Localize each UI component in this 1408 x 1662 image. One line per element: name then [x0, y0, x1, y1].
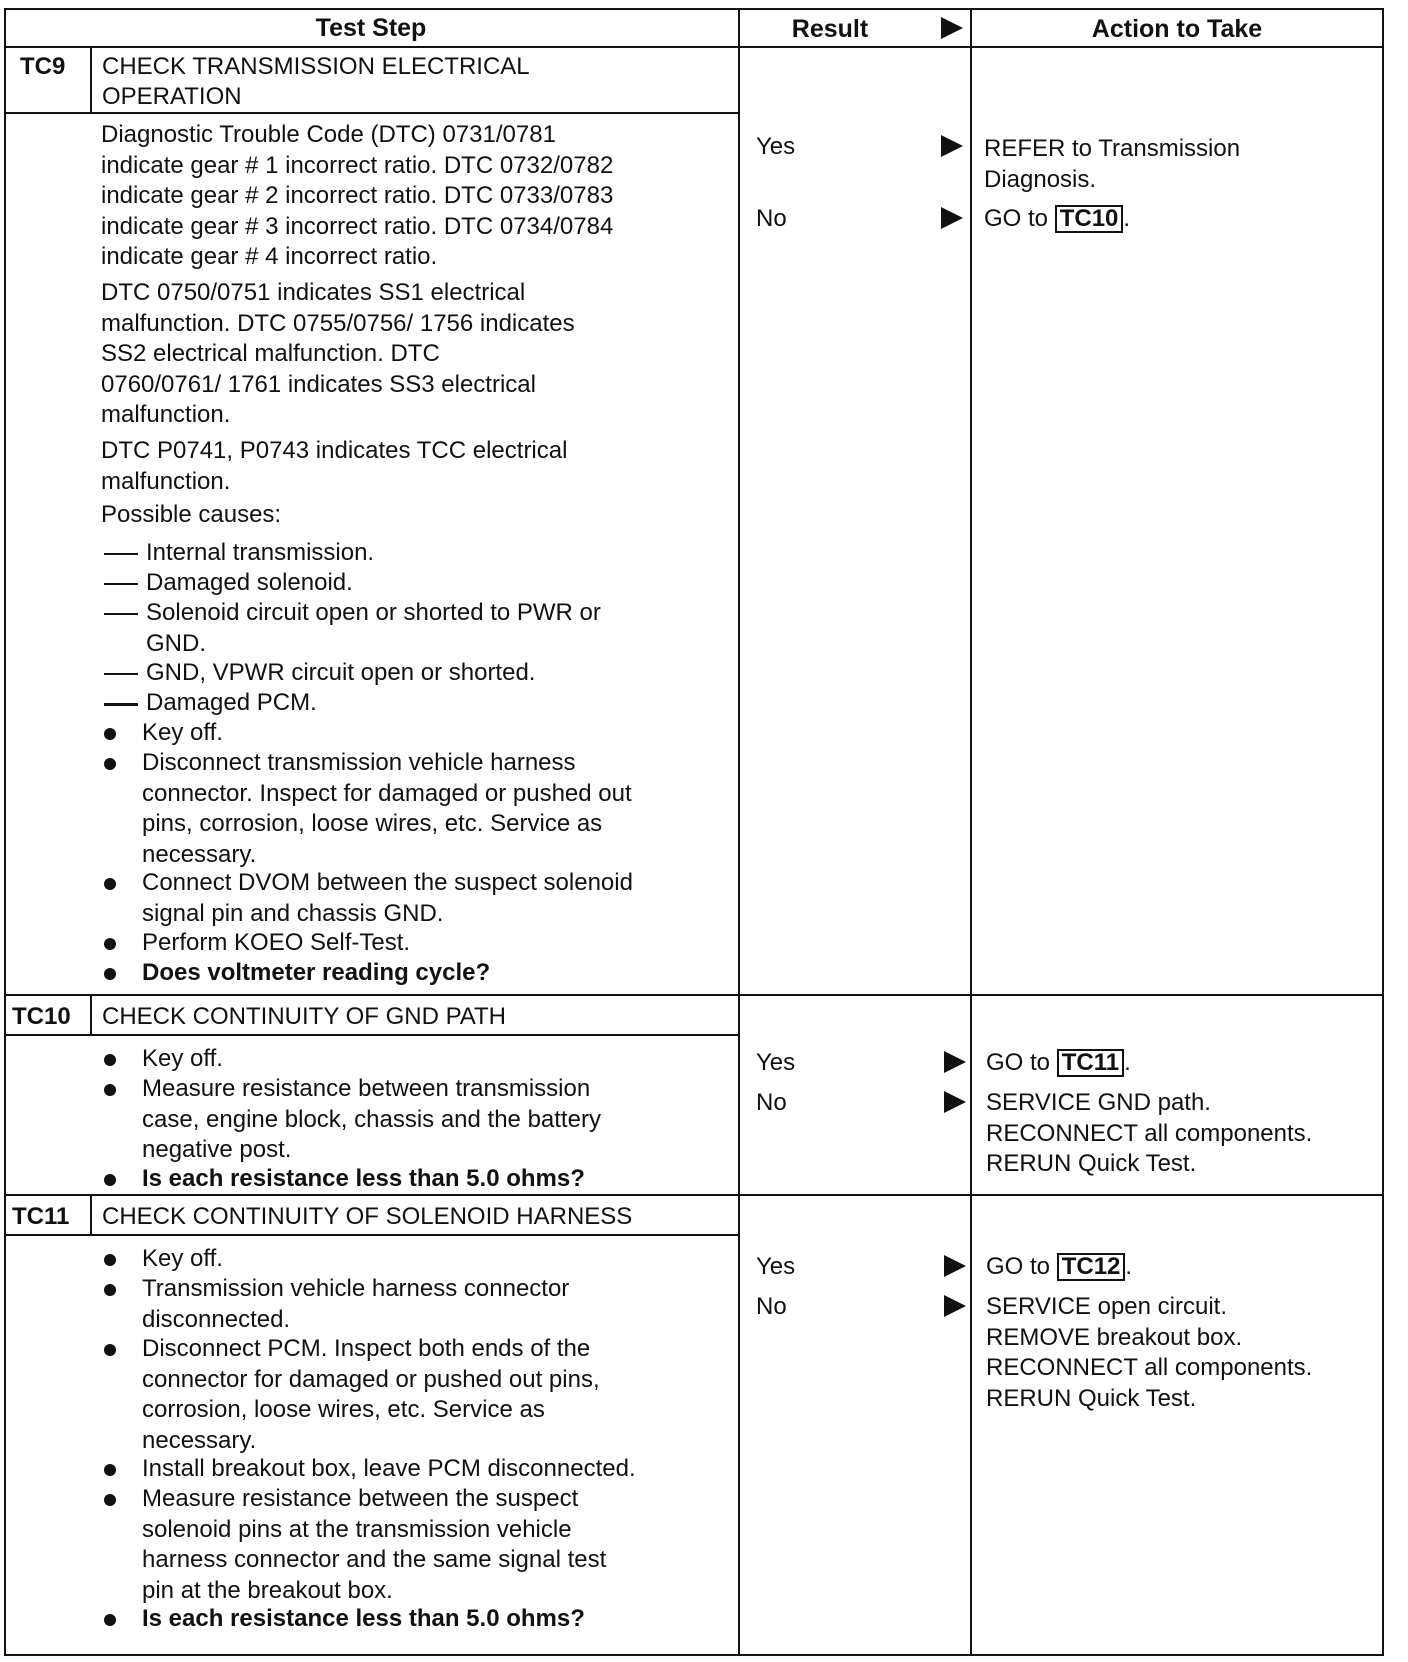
- step-item: Disconnect transmission vehicle harness connector. Inspect for damaged or pushed out pins, corrosion, loose wires, etc. Service as necessary.: [142, 749, 632, 868]
- tc9-question: Does voltmeter reading cycle?: [142, 959, 491, 986]
- tc10-reference-link[interactable]: TC10: [1055, 205, 1124, 233]
- bullet-icon: [104, 1464, 116, 1476]
- tc10-no-action: SERVICE GND path. RECONNECT all components. RERUN Quick Test.: [986, 1089, 1313, 1177]
- bullet-icon: [104, 1614, 116, 1626]
- dash-icon: [104, 613, 138, 615]
- tc11-result-yes: Yes: [756, 1253, 796, 1280]
- tc9-dtc-paragraph-1: Diagnostic Trouble Code (DTC) 0731/0781 indicate gear # 1 incorrect ratio. DTC 0732/0782 indicate gear # 2 incorrect ratio. DTC 0733/0783 indicate gear # 3 incorrect ratio. DTC 0734/0784 indicate gear # 4 incorrect ratio.: [101, 121, 614, 270]
- bullet-icon: [104, 1174, 116, 1186]
- bullet-icon: [104, 728, 116, 740]
- bullet-icon: [104, 1494, 116, 1506]
- diagnostic-table: [4, 8, 1384, 1656]
- bullet-icon: [104, 1084, 116, 1096]
- step-item: Disconnect PCM. Inspect both ends of the connector for damaged or pushed out pins, corrosion, loose wires, etc. Service as necessary.: [142, 1335, 600, 1454]
- step-item: Measure resistance between transmission case, engine block, chassis and the battery negative post.: [142, 1075, 601, 1163]
- tc10-yes-action: GO to TC11 .: [986, 1049, 1131, 1076]
- tc10-id-divider: [90, 996, 92, 1034]
- tc10-question: Is each resistance less than 5.0 ohms?: [142, 1165, 585, 1192]
- step-item: Perform KOEO Self-Test.: [142, 929, 411, 956]
- header-result: Result: [791, 15, 869, 43]
- column-divider-step-result: [738, 8, 740, 1656]
- tc9-causes-label: Possible causes:: [101, 501, 282, 528]
- arrow-icon: [944, 1295, 966, 1317]
- tc9-id: TC9: [20, 53, 66, 80]
- arrow-icon: [944, 1091, 966, 1113]
- cause-item: GND, VPWR circuit open or shorted.: [146, 659, 536, 686]
- table-right-border: [1382, 8, 1384, 1656]
- table-left-border: [4, 8, 6, 1656]
- bullet-icon: [104, 1054, 116, 1066]
- tc9-dtc-paragraph-2: DTC 0750/0751 indicates SS1 electrical malfunction. DTC 0755/0756/ 1756 indicates SS2 electrical malfunction. DTC 0760/0761/ 1761 indicates SS3 electrical malfunction.: [101, 279, 575, 428]
- cause-item: Solenoid circuit open or shorted to PWR or GND.: [146, 599, 601, 657]
- tc11-id-divider: [90, 1196, 92, 1234]
- bullet-icon: [104, 1284, 116, 1296]
- tc11-yes-action: GO to TC12 .: [986, 1253, 1133, 1280]
- step-item: Key off.: [142, 719, 223, 746]
- tc9-title-line-1: CHECK TRANSMISSION ELECTRICAL: [102, 53, 530, 80]
- dash-icon: [104, 673, 138, 675]
- arrow-icon: [941, 207, 963, 229]
- header-bottom-border: [4, 46, 1384, 48]
- dash-icon: [104, 583, 138, 585]
- tc10-result-yes: Yes: [756, 1049, 796, 1076]
- bullet-icon: [104, 758, 116, 770]
- step-item: Connect DVOM between the suspect solenoid signal pin and chassis GND.: [142, 869, 633, 927]
- bullet-icon: [104, 1254, 116, 1266]
- column-divider-result-action: [970, 8, 972, 1656]
- tc10-id: TC10: [12, 1003, 71, 1030]
- table-top-border: [4, 8, 1384, 10]
- tc11-no-action: SERVICE open circuit. REMOVE breakout box. RECONNECT all components. RERUN Quick Test.: [986, 1293, 1313, 1412]
- step-item: Key off.: [142, 1045, 223, 1072]
- tc9-yes-action: REFER to Transmission Diagnosis.: [984, 135, 1241, 193]
- dash-icon: [104, 553, 138, 555]
- tc10-result-no: No: [756, 1089, 787, 1116]
- table-bottom-border: [4, 1654, 1384, 1656]
- tc9-id-divider: [90, 48, 92, 112]
- tc11-result-no: No: [756, 1293, 787, 1320]
- tc11-question: Is each resistance less than 5.0 ohms?: [142, 1605, 585, 1632]
- tc10-title: CHECK CONTINUITY OF GND PATH: [102, 1003, 507, 1030]
- bullet-icon: [104, 1344, 116, 1356]
- tc12-reference-link[interactable]: TC12: [1057, 1253, 1126, 1281]
- bullet-icon: [104, 878, 116, 890]
- bullet-icon: [104, 938, 116, 950]
- arrow-icon: [941, 135, 963, 157]
- tc11-reference-link[interactable]: TC11: [1057, 1049, 1124, 1077]
- header-action: Action to Take: [1091, 15, 1263, 43]
- step-item: Measure resistance between the suspect solenoid pins at the transmission vehicle harness connector and the same signal test pin at the breakout box.: [142, 1485, 607, 1604]
- tc11-title-underline: [4, 1234, 740, 1236]
- step-item: Transmission vehicle harness connector disconnected.: [142, 1275, 570, 1333]
- tc10-title-underline: [4, 1034, 740, 1036]
- bullet-icon: [104, 968, 116, 980]
- tc11-id: TC11: [12, 1203, 70, 1230]
- cause-item: Damaged solenoid.: [146, 569, 353, 596]
- tc9-no-action: GO to TC10 .: [984, 205, 1131, 232]
- arrow-icon: [944, 1255, 966, 1277]
- row-separator-tc10: [4, 994, 1384, 996]
- tc11-title: CHECK CONTINUITY OF SOLENOID HARNESS: [102, 1203, 633, 1230]
- tc9-dtc-paragraph-3: DTC P0741, P0743 indicates TCC electrical malfunction.: [101, 437, 568, 495]
- dash-icon: [104, 703, 138, 706]
- step-item: Install breakout box, leave PCM disconnected.: [142, 1455, 636, 1482]
- header-arrow-icon: [941, 17, 963, 39]
- arrow-icon: [944, 1051, 966, 1073]
- tc9-result-yes: Yes: [756, 133, 796, 160]
- cause-item: Damaged PCM.: [146, 689, 317, 716]
- cause-item: Internal transmission.: [146, 539, 375, 566]
- header-test-step: Test Step: [315, 14, 427, 42]
- step-item: Key off.: [142, 1245, 223, 1272]
- tc9-title-line-2: OPERATION: [102, 83, 242, 110]
- tc9-result-no: No: [756, 205, 787, 232]
